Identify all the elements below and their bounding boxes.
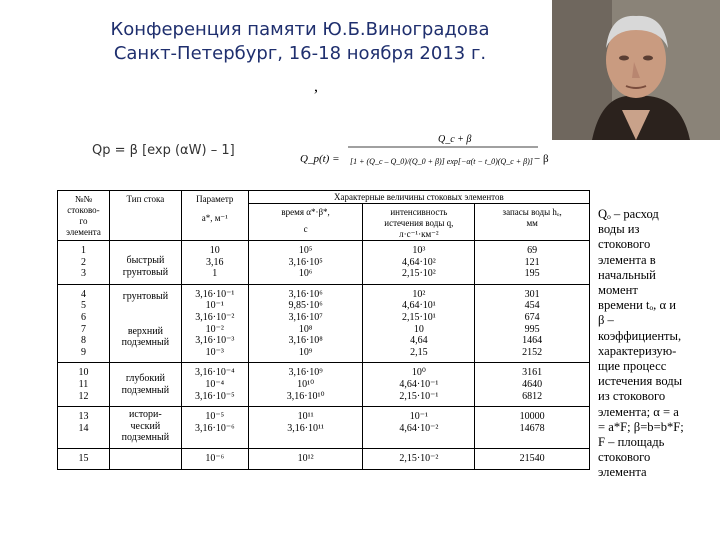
cell-value: подземный xyxy=(121,384,170,396)
cell-value: 4,64·10⁻¹ xyxy=(399,378,439,390)
cell-value: 9 xyxy=(80,346,86,358)
portrait-photo xyxy=(552,0,720,140)
cell-value: 2 xyxy=(80,256,86,268)
side-text-line: характеризую- xyxy=(598,343,677,358)
cell-value: 10⁸ xyxy=(298,323,313,335)
cell-value: 69 xyxy=(527,245,538,256)
cell-value: 10¹¹ xyxy=(297,411,314,423)
cell-value: 995 xyxy=(524,323,540,335)
cell-value: 3,16·10⁹ xyxy=(288,367,323,379)
table-cell-parameter-a xyxy=(181,363,248,407)
cell-value: 10⁻⁶ xyxy=(205,452,225,464)
cell-value: 4,64·10¹ xyxy=(401,300,436,312)
col-header-characteristics: Характерные величины стоковых элементов xyxy=(248,191,589,204)
cell-value: 10⁻⁴ xyxy=(205,378,225,390)
table-cell-intensity-value xyxy=(363,363,475,407)
table-cell-parameter-a xyxy=(181,407,248,449)
cell-value: 4 xyxy=(80,288,86,300)
side-explanation xyxy=(598,207,718,481)
table-cell-element-number xyxy=(58,241,110,285)
cell-value: 10³ xyxy=(412,245,426,256)
cell-value: быстрый xyxy=(126,255,165,266)
cell-value: 3,16·10¹⁰ xyxy=(286,390,325,402)
side-text-line: стокового xyxy=(598,237,651,252)
table-cell-flow-type xyxy=(109,448,181,469)
cell-value: 10⁻⁵ xyxy=(205,411,225,423)
table-cell-time-value xyxy=(248,241,363,285)
cell-value: 10 xyxy=(209,245,220,256)
table-cell-element-number xyxy=(58,407,110,449)
cell-value: 14678 xyxy=(519,422,545,434)
cell-value: истори- xyxy=(129,409,162,421)
cell-value: 2152 xyxy=(522,346,543,358)
table-cell-time-value xyxy=(248,448,363,469)
cell-value: 3,16·10⁻² xyxy=(195,311,235,323)
cell-value: 454 xyxy=(524,300,540,312)
cell-value: 2,15·10² xyxy=(401,268,436,280)
table-cell-flow-type xyxy=(109,284,181,363)
cell-value: 10¹⁰ xyxy=(297,378,315,390)
cell-value: 195 xyxy=(524,268,540,280)
cell-value: грунтовый xyxy=(122,290,169,302)
table-cell-element-number xyxy=(58,363,110,407)
cell-value: 2,15·10⁻² xyxy=(399,452,439,464)
cell-value: глубокий xyxy=(125,373,165,385)
cell-value: 8 xyxy=(80,335,86,347)
formula2-denominator: [1 + (Q_c – Q_0)/(Q_0 + β)] exp[−α(t − t_0)(Q_c + β)] xyxy=(350,157,533,166)
side-text-line: щие процесс xyxy=(598,359,667,374)
stray-comma: , xyxy=(314,78,318,95)
side-text-line: времени tₒ, α и xyxy=(598,298,676,313)
table-cell-intensity-value xyxy=(363,407,475,449)
table-cell-flow-type xyxy=(109,407,181,449)
table-cell-time-value xyxy=(248,284,363,363)
formula-qp-time xyxy=(298,128,556,186)
cell-value: 10⁰ xyxy=(411,367,426,379)
table-cell-flow-type xyxy=(109,363,181,407)
cell-value: 3,16·10⁶ xyxy=(288,288,323,300)
cell-value: 10⁻² xyxy=(205,323,224,335)
cell-value: 11 xyxy=(78,378,89,390)
cell-value: 14 xyxy=(78,422,89,434)
cell-value: 3,16·10¹¹ xyxy=(287,422,325,434)
col-header-type: Тип стока xyxy=(109,191,181,241)
cell-value: верхний xyxy=(127,325,163,337)
formula2-numerator: Q_c + β xyxy=(438,134,472,145)
runoff-elements-table xyxy=(57,190,590,470)
side-text-line: элемента; α = a xyxy=(598,404,679,419)
table-cell-parameter-a xyxy=(181,241,248,285)
cell-value: 10⁵ xyxy=(298,245,313,256)
cell-value: 5 xyxy=(80,300,86,312)
table-cell-parameter-a xyxy=(181,448,248,469)
table-cell-storage-value xyxy=(475,241,590,285)
cell-value: 3,16·10⁸ xyxy=(288,335,323,347)
table-row-group xyxy=(58,448,590,469)
cell-value: 13 xyxy=(78,411,89,423)
table-cell-flow-type xyxy=(109,241,181,285)
side-text-line: = a*F; β=b=b*F; xyxy=(598,419,684,434)
cell-value: 10⁹ xyxy=(298,346,313,358)
table-cell-storage-value xyxy=(475,407,590,449)
cell-value: 3161 xyxy=(522,367,543,379)
cell-value: 1464 xyxy=(522,335,543,347)
table-cell-time-value xyxy=(248,363,363,407)
col-header-intensity: интенсивность истечения воды q, л·с⁻¹·км⁻² xyxy=(363,204,475,241)
formula2-lhs: Q_p(t) = xyxy=(300,153,340,165)
table-cell-element-number xyxy=(58,284,110,363)
cell-value xyxy=(110,451,181,463)
table-cell-intensity-value xyxy=(363,284,475,363)
cell-value: 3,16·10⁻³ xyxy=(195,335,235,347)
cell-value: 2,15·10⁻¹ xyxy=(399,390,439,402)
col-header-number: №№ стоково- го элемента xyxy=(58,191,110,241)
slide-header xyxy=(0,18,600,66)
side-text-line: F – площадь xyxy=(598,435,665,450)
cell-value: 301 xyxy=(524,288,540,300)
cell-value: 674 xyxy=(524,311,540,323)
side-text-line: β – xyxy=(598,313,614,328)
cell-value: 7 xyxy=(80,323,86,335)
cell-value: 10000 xyxy=(519,411,545,423)
table-row-group xyxy=(58,284,590,363)
col-header-param: Параметр a*, м⁻¹ xyxy=(181,191,248,241)
cell-value xyxy=(110,314,181,326)
cell-value: 3,16·10⁵ xyxy=(288,256,323,268)
cell-value: 9,85·10⁶ xyxy=(288,300,323,312)
table-cell-storage-value xyxy=(475,448,590,469)
table-cell-intensity-value xyxy=(363,241,475,285)
table-cell-time-value xyxy=(248,407,363,449)
cell-value: 2,15 xyxy=(410,346,428,358)
table-row-group xyxy=(58,363,590,407)
cell-value xyxy=(110,302,181,314)
side-text-line: Qₒ – расход xyxy=(598,207,659,221)
side-text-line: момент xyxy=(598,283,638,298)
header-line-1: Конференция памяти Ю.Б.Виноградова xyxy=(110,19,490,40)
cell-value: 121 xyxy=(524,256,540,268)
cell-value: 4,64·10² xyxy=(401,256,436,268)
side-text-line: воды из xyxy=(598,222,640,237)
cell-value: 21540 xyxy=(519,452,545,464)
cell-value: подземный xyxy=(121,432,170,444)
table-cell-element-number xyxy=(58,448,110,469)
cell-value: 6 xyxy=(80,311,86,323)
side-text-line: стокового xyxy=(598,450,651,465)
cell-value: 2,15·10¹ xyxy=(401,311,436,323)
table-cell-parameter-a xyxy=(181,284,248,363)
cell-value: 3,16 xyxy=(206,256,224,268)
cell-value: 10⁻¹ xyxy=(409,411,428,423)
cell-value: 3,16·10⁻¹ xyxy=(195,288,235,300)
side-text-line: элемента xyxy=(598,465,647,480)
table-cell-storage-value xyxy=(475,284,590,363)
side-text-line: начальный xyxy=(598,267,656,282)
cell-value: ческий xyxy=(130,420,161,432)
col-header-storage: запасы воды hₒ, мм xyxy=(475,204,590,241)
cell-value: 15 xyxy=(78,452,89,464)
table-cell-storage-value xyxy=(475,363,590,407)
cell-value: 10⁻¹ xyxy=(205,300,224,312)
cell-value: 10 xyxy=(413,323,424,335)
side-text-line: из стокового xyxy=(598,389,666,404)
cell-value: 3,16·10⁷ xyxy=(288,311,323,323)
cell-value: 4,64·10⁻² xyxy=(399,422,439,434)
cell-value: 3 xyxy=(80,268,86,280)
cell-value: 3,16·10⁻⁶ xyxy=(194,422,235,434)
cell-value: 1 xyxy=(80,245,86,256)
cell-value: 10 xyxy=(78,367,89,379)
formula2-tail: − β xyxy=(534,153,549,165)
formula-qp-simple: Qp = β [exp (αW) – 1] xyxy=(92,143,235,158)
table-row-group xyxy=(58,241,590,285)
table-row-group xyxy=(58,407,590,449)
side-text-line: истечения воды xyxy=(598,374,683,389)
side-text-line: коэффициенты, xyxy=(598,328,682,343)
cell-value: 4640 xyxy=(522,378,543,390)
cell-value: 10⁻³ xyxy=(205,346,224,358)
cell-value: 10¹² xyxy=(297,452,314,464)
cell-value: 3,16·10⁻⁴ xyxy=(194,367,235,379)
cell-value: 3,16·10⁻⁵ xyxy=(194,390,235,402)
table-cell-intensity-value xyxy=(363,448,475,469)
cell-value: 12 xyxy=(78,390,89,402)
header-line-2: Санкт-Петербург, 16-18 ноября 2013 г. xyxy=(113,43,487,64)
cell-value: 6812 xyxy=(522,390,543,402)
cell-value: 1 xyxy=(212,268,218,280)
cell-value: подземный xyxy=(121,337,170,349)
col-header-time: время α*·β*, с xyxy=(248,204,363,241)
cell-value: 10² xyxy=(412,288,426,300)
cell-value: 4,64 xyxy=(410,335,428,347)
side-text-line: элемента в xyxy=(598,252,656,267)
cell-value: 10⁶ xyxy=(298,268,313,280)
cell-value: грунтовый xyxy=(122,266,169,278)
